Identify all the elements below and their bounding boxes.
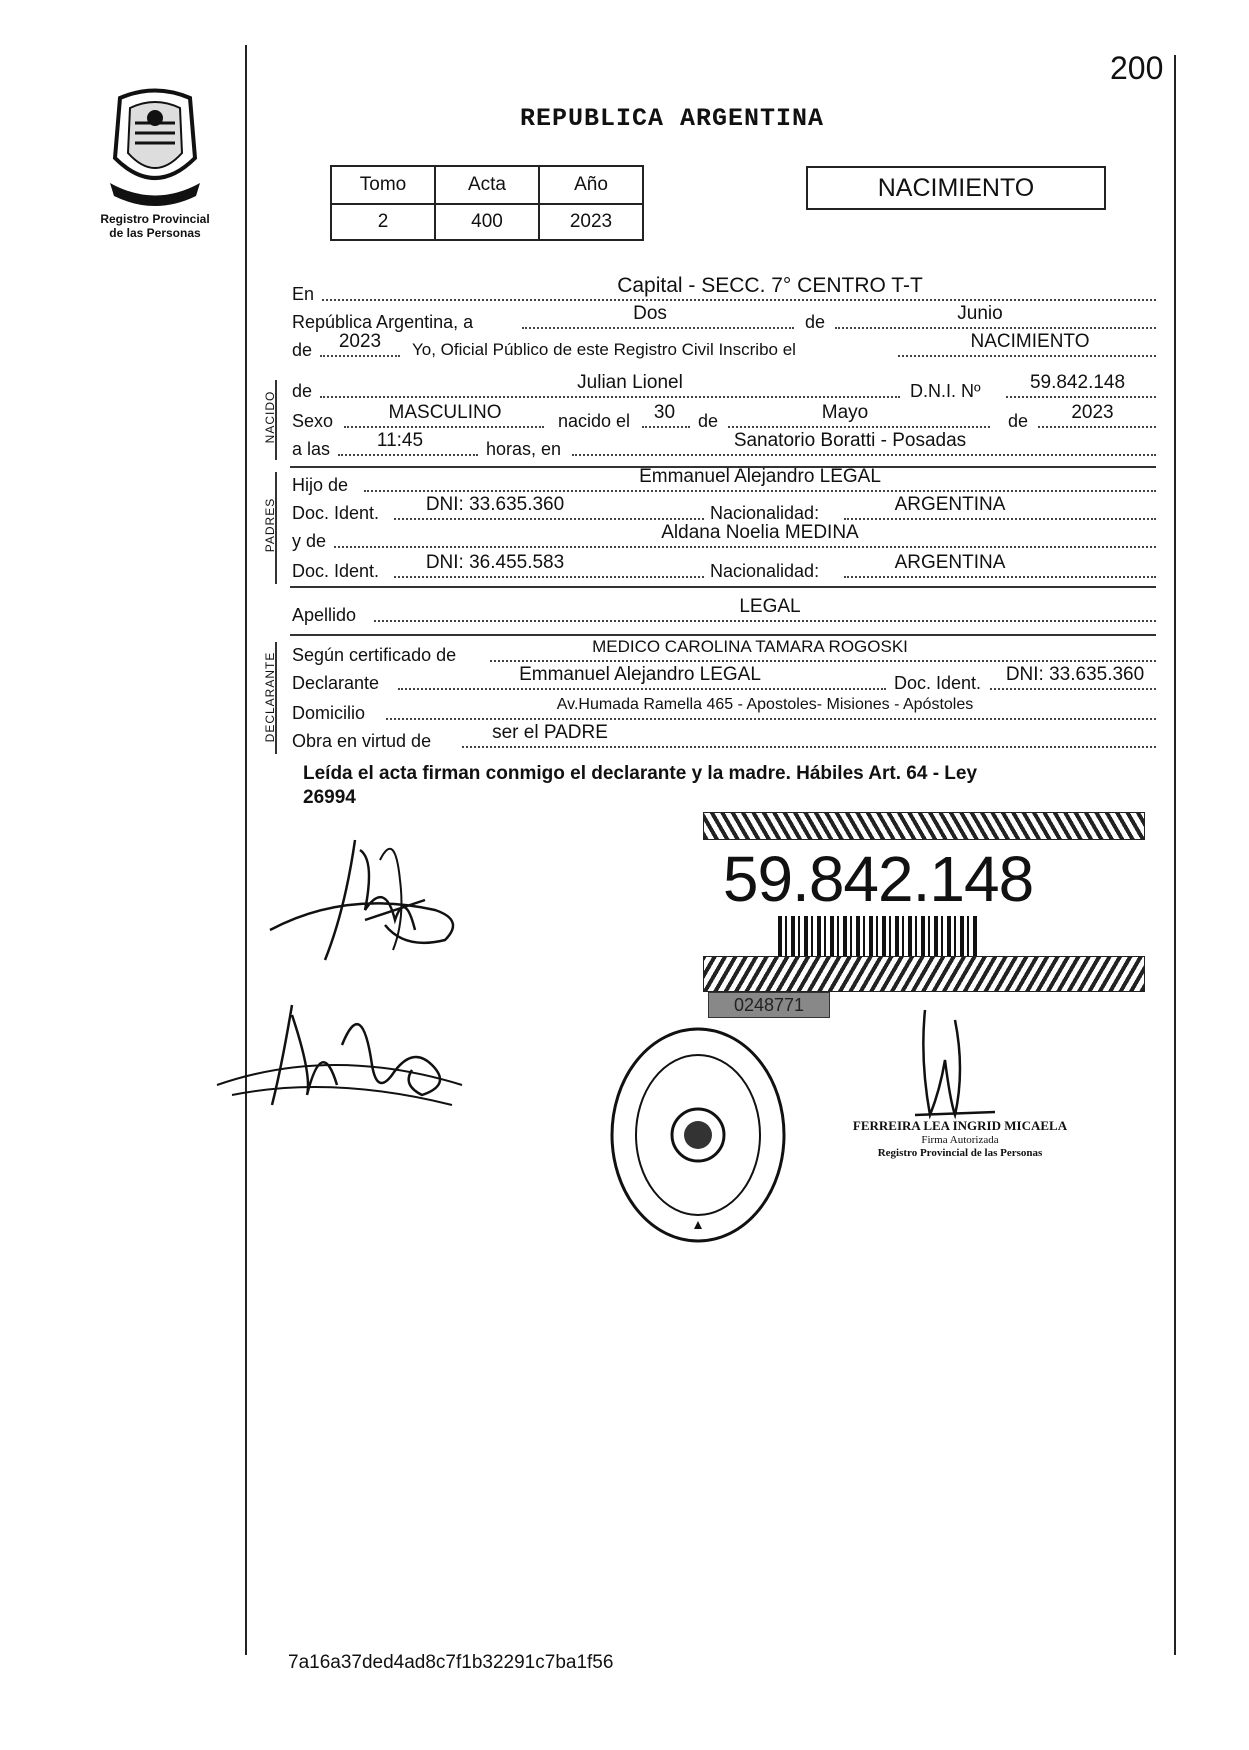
line-nombre [290,372,1156,402]
value-hora: 11:45 [376,430,424,451]
value-obra: ser el PADRE [492,722,608,743]
line-padre [290,466,1156,496]
value-ano: 2023 [539,204,643,240]
value-dni: 59.842.148 [1029,372,1126,393]
value-type: NACIMIENTO [970,331,1090,352]
label-padre-nac: Nacionalidad: [710,503,820,523]
label-de1: de [698,411,719,431]
line-apellido [290,596,1156,626]
label-nacido: nacido el [558,411,631,431]
line-en [290,275,1156,305]
label-de-year: de [292,340,313,360]
value-declarante: Emmanuel Alejandro LEGAL [519,664,761,685]
right-margin-line [1174,55,1176,1655]
line-obra [290,722,1156,752]
label-obra: Obra en virtud de [292,731,432,751]
side-label-padres: PADRES [263,497,277,553]
left-margin-line [245,45,247,1655]
page-number: 200 [1110,50,1164,86]
label-declarante-doc: Doc. Ident. [894,673,982,693]
value-nac-year: 2023 [1071,402,1114,423]
value-day: Dos [633,303,667,324]
label-padre: Hijo de [292,475,349,495]
value-madre-doc: DNI: 36.455.583 [425,552,565,573]
label-sexo: Sexo [292,411,334,431]
side-label-nacido: NACIDO [263,390,277,444]
value-padre: Emmanuel Alejandro LEGAL [639,466,881,487]
value-padre-doc: DNI: 33.635.360 [425,494,565,515]
label-nombre: de [292,381,313,401]
value-domicilio: Av.Humada Ramella 465 - Apostoles- Misiones - Apóstoles [556,696,974,713]
stamp-serial: 0248771 [708,992,830,1018]
label-madre-doc: Doc. Ident. [292,561,380,581]
document-hash: 7a16a37ded4ad8c7f1b32291c7ba1f56 [288,1652,614,1673]
label-madre-nac: Nacionalidad: [710,561,820,581]
line-declarante [290,664,1156,694]
registry-logo [100,88,210,208]
signature-declarante-icon [265,820,495,980]
line-certificado [290,636,1156,666]
stamp-pattern-top [703,812,1145,840]
label-hora: a las [292,439,331,459]
value-tomo: 2 [331,204,435,240]
side-label-declarante: DECLARANTE [263,651,277,743]
line-sexo [290,402,1156,432]
separator-padres [290,586,1156,588]
label-declarante: Declarante [292,673,380,693]
closing-text [303,762,1163,810]
label-madre: y de [292,531,327,551]
value-nac-day: 30 [653,402,676,423]
label-republica: República Argentina, a [292,312,474,332]
registry-name-line1: Registro Provincial [100,212,210,226]
registry-name-line2: de las Personas [109,226,201,240]
value-en: Capital - SECC. 7° CENTRO T-T [617,274,923,297]
line-madre-doc [290,552,1156,582]
value-month: Junio [957,303,1003,324]
registry-name [80,212,230,240]
value-declarante-doc: DNI: 33.635.360 [1005,664,1145,685]
official-office: Registro Provincial de las Personas [877,1147,1043,1159]
label-horas-en: horas, en [486,439,562,459]
value-nombre: Julian Lionel [577,372,683,393]
line-domicilio [290,694,1156,724]
registry-seal-icon [100,88,210,208]
official-block [845,1118,1075,1160]
value-acta: 400 [435,204,539,240]
line-padre-doc [290,494,1156,524]
record-type: NACIMIENTO [877,174,1035,202]
label-de-month: de [805,312,826,332]
record-type-box [806,166,1106,210]
label-domicilio: Domicilio [292,703,366,723]
dni-stamp [703,812,1143,1015]
closing-text-line1: Leída el acta firman conmigo el declarante y la madre. Hábiles Art. 64 - Ley [303,763,978,784]
official-role: Firma Autorizada [921,1134,999,1146]
signature-official-icon [895,1000,1015,1130]
record-table [330,165,644,241]
official-seal [608,1025,788,1245]
value-nac-month: Mayo [821,402,869,423]
stamp-number: 59.842.148 [722,843,1034,915]
label-de2: de [1008,411,1029,431]
label-certificado: Según certificado de [292,645,457,665]
label-apellido: Apellido [292,605,357,625]
stamp-pattern-bottom [703,956,1145,992]
official-seal-icon [608,1025,788,1245]
official-name: FERREIRA LEA INGRID MICAELA [852,1118,1068,1133]
value-madre-nac: ARGENTINA [894,552,1006,573]
header-tomo: Tomo [331,166,435,204]
signature-madre-icon [212,985,472,1135]
line-hora [290,430,1156,460]
value-madre: Aldana Noelia MEDINA [661,522,859,543]
line-year [290,331,1156,361]
value-certificado: MEDICO CAROLINA TAMARA ROGOSKI [592,637,908,656]
line-madre [290,522,1156,552]
header-acta: Acta [435,166,539,204]
closing-text-line2: 26994 [303,787,356,808]
value-sexo: MASCULINO [388,402,502,423]
label-en: En [292,284,315,304]
label-dni: D.N.I. Nº [910,381,981,401]
value-lugar: Sanatorio Boratti - Posadas [733,430,967,451]
value-apellido: LEGAL [739,596,801,617]
barcode-icon [778,916,978,956]
value-padre-nac: ARGENTINA [894,494,1006,515]
value-year: 2023 [338,331,382,352]
line-republica [290,303,1156,333]
header-ano: Año [539,166,643,204]
label-oficial: Yo, Oficial Público de este Registro Civil Inscribo el [412,340,796,359]
label-padre-doc: Doc. Ident. [292,503,380,523]
country-title: REPUBLICA ARGENTINA [520,104,825,133]
